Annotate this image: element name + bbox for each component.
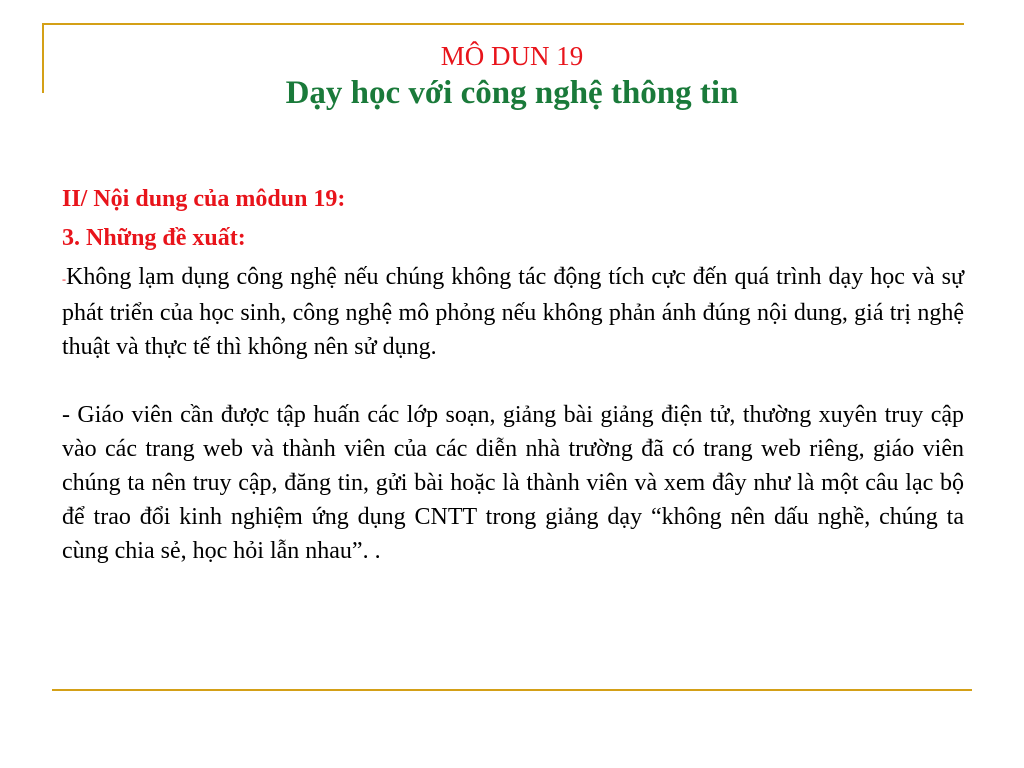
title-block [0,40,1024,114]
paragraph-1-text: Không lạm dụng công nghệ nếu chúng không tác động tích cực đến quá trình dạy học và sự phát triển của học sinh, công nghệ mô phỏng nếu không phản ánh đúng nội dung, giá trị nghệ thuật và thực tế thì không nên sử dụng. [62,264,964,360]
section-heading: II/ Nội dung của môdun 19: [62,186,346,212]
subsection-heading: 3. Những đề xuất: [62,225,246,251]
module-title: MÔ DUN 19 [440,41,584,71]
paragraph-1 [62,260,964,364]
slide-subtitle: Dạy học với công nghệ thông tin [285,75,739,111]
paragraph-1-marker: - [62,272,66,286]
frame-top-line [42,23,964,25]
slide-content [62,182,964,568]
frame-bottom-line [52,689,972,691]
paragraph-2: - Giáo viên cần được tập huấn các lớp soạn, giảng bài giảng điện tử, thường xuyên truy cập vào các trang web và thành viên của các diễn nhà trường đã có trang web riêng, giáo viên chúng ta nên truy cập, đăng tin, gửi bài hoặc là thành viên và xem đây như là một câu lạc bộ để trao đổi kinh nghiệm ứng dụng CNTT trong giảng dạy “không nên dấu nghề, chúng ta cùng chia sẻ, học hỏi lẫn nhau”. . [62,402,964,564]
